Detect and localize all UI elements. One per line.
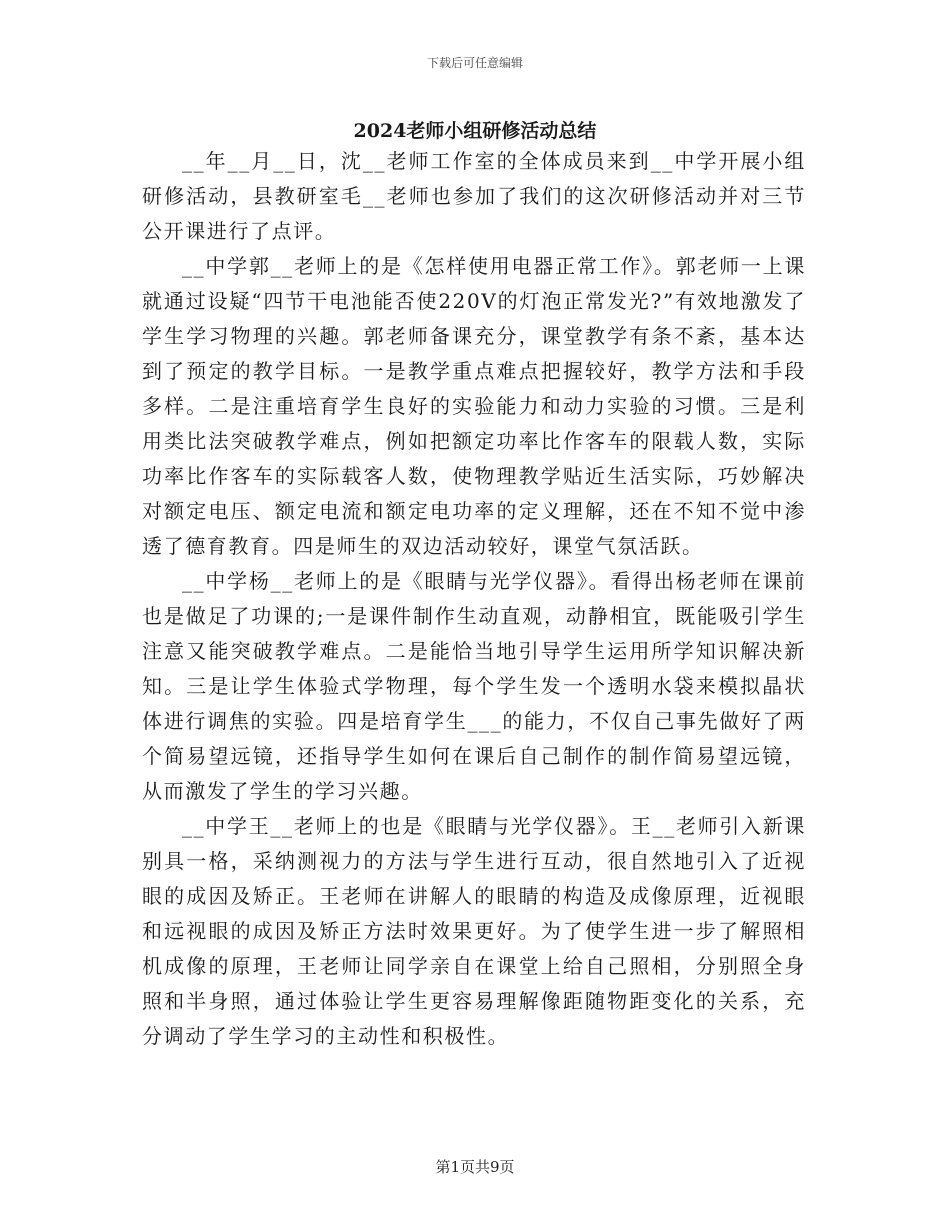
paragraph-guo-lesson: __中学郭__老师上的是《怎样使用电器正常工作》。郭老师一上课就通过设疑“四节干电池能否使220V的灯泡正常发光?”有效地激发了学生学习物理的兴趣。郭老师备课充分，课堂教学有条不紊，基本达到了预定的教学目标。一是教学重点难点把握较好，教学方法和手段多样。二是注重培育学生良好的实验能力和动力实验的习惯。三是利用类比法突破教学难点，例如把额定功率比作客车的限载人数，实际功率比作客车的实际载客人数，使物理教学贴近生活实际，巧妙解决对额定电压、额定电流和额定电功率的定义理解，还在不知不觉中渗透了德育教育。四是师生的双边活动较好，课堂气氛活跃。 [142, 254, 806, 558]
page-number: 第1页共9页 [435, 1158, 515, 1176]
page-header-note: 下载后可任意编辑 [426, 56, 523, 70]
paragraph-yang-lesson: __中学杨__老师上的是《眼睛与光学仪器》。看得出杨老师在课前也是做足了功课的;一是课件制作生动直观，动静相宜，既能吸引学生注意又能突破教学难点。二是能恰当地引导学生运用所学知识解决新知。三是让学生体验式学物理，每个学生发一个透明水袋来模拟晶状体进行调焦的实验。四是培育学生___的能力，不仅自己事先做好了两个简易望远镜，还指导学生如何在课后自己制作的制作简易望远镜，从而激发了学生的学习兴趣。 [142, 569, 806, 803]
document-title: 2024老师小组研修活动总结 [353, 120, 597, 142]
document-body [142, 144, 806, 1054]
paragraph-wang-lesson: __中学王__老师上的也是《眼睛与光学仪器》。王__老师引入新课别具一格，采纳测视力的方法与学生进行互动，很自然地引入了近视眼的成因及矫正。王老师在讲解人的眼睛的构造及成像原理，近视眼和远视眼的成因及矫正方法时效果更好。为了使学生进一步了解照相机成像的原理，王老师让同学亲自在课堂上给自己照相，分别照全身照和半身照，通过体验让学生更容易理解像距随物距变化的关系，充分调动了学生学习的主动性和积极性。 [142, 814, 806, 1048]
paragraph-intro: __年__月__日，沈__老师工作室的全体成员来到__中学开展小组研修活动，县教研室毛__老师也参加了我们的这次研修活动并对三节公开课进行了点评。 [142, 149, 806, 243]
